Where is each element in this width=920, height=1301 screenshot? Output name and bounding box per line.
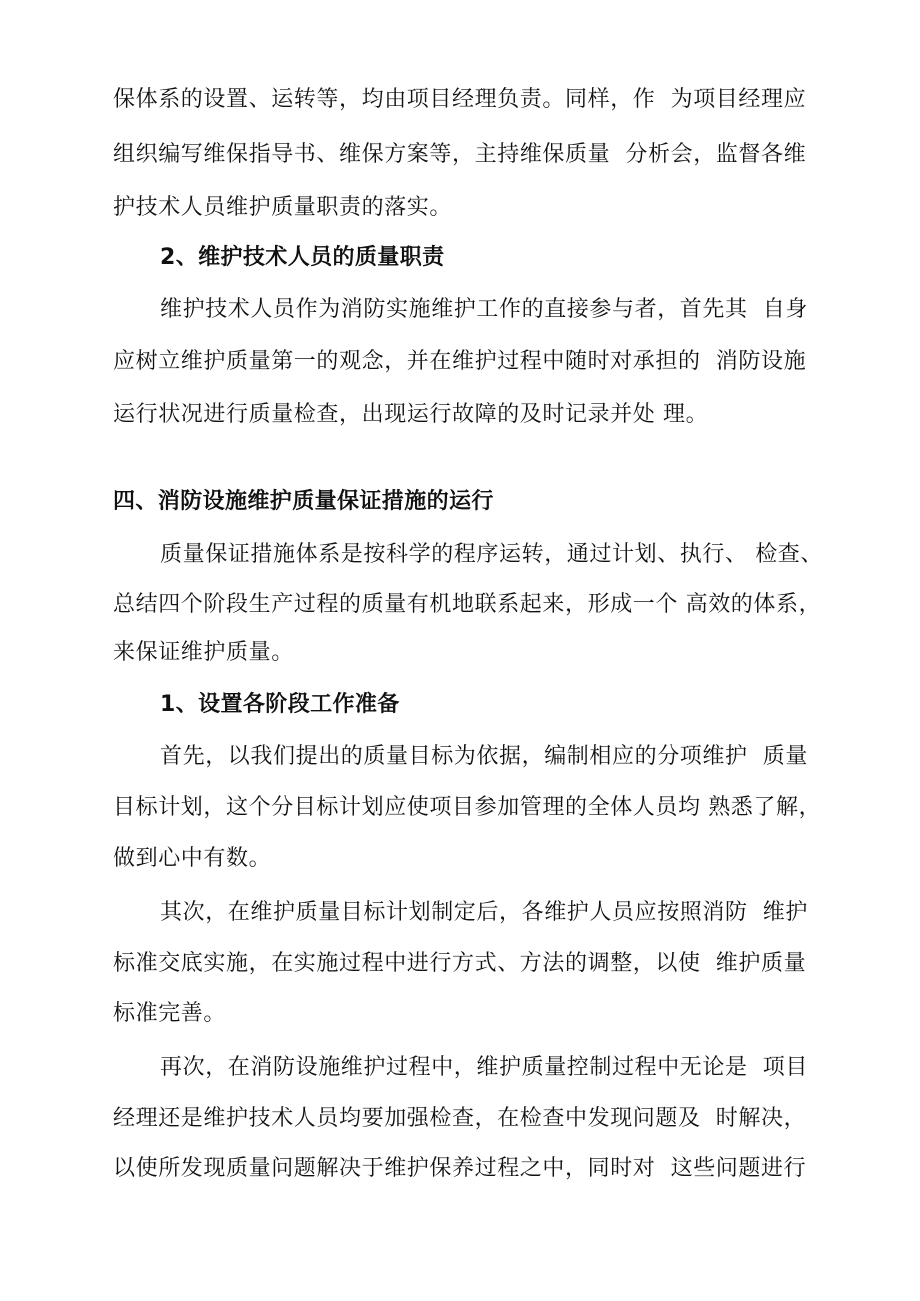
paragraph-line: 护技术人员维护质量职责的落实。 [113, 195, 453, 220]
paragraph-line: 组织编写维保指导书、维保方案等，主持维保质量 分析会，监督各维 [113, 142, 807, 167]
paragraph-line: 目标计划，这个分目标计划应使项目参加管理的全体人员均 熟悉了解， [113, 795, 822, 820]
paragraph-line: 保体系的设置、运转等，均由项目经理负责。同样，作 为项目经理应 [113, 87, 807, 112]
paragraph-line: 以使所发现质量问题解决于维护保养过程之中，同时对 这些问题进行 [113, 1156, 807, 1181]
paragraph-line: 首先，以我们提出的质量目标为依据，编制相应的分项维护 质量 [160, 744, 808, 769]
paragraph-line: 标准完善。 [113, 1001, 227, 1026]
paragraph-line: 再次，在消防设施维护过程中，维护质量控制过程中无论是 项目 [160, 1055, 808, 1080]
paragraph-line: 经理还是维护技术人员均要加强检查，在检查中发现问题及 时解决， [113, 1106, 807, 1131]
paragraph-line: 维护技术人员作为消防实施维护工作的直接参与者，首先其 自身 [160, 297, 808, 322]
subheading: 2、维护技术人员的质量职责 [160, 245, 445, 270]
paragraph-line: 其次，在维护质量目标计划制定后，各维护人员应按照消防 维护 [160, 900, 808, 925]
paragraph-line: 总结四个阶段生产过程的质量有机地联系起来，形成一个 高效的体系， [113, 592, 822, 617]
paragraph-line: 来保证维护质量。 [113, 640, 294, 665]
paragraph-line: 运行状况进行质量检查，出现运行故障的及时记录并处 理。 [113, 402, 709, 427]
paragraph-line: 质量保证措施体系是按科学的程序运转，通过计划、执行、 检查、 [160, 542, 823, 567]
paragraph-line: 应树立维护质量第一的观念，并在维护过程中随时对承担的 消防设施 [113, 349, 807, 374]
paragraph-line: 标准交底实施，在实施过程中进行方式、方法的调整，以使 维护质量 [113, 951, 807, 976]
section-heading: 四、消防设施维护质量保证措施的运行 [113, 489, 494, 514]
paragraph-line: 做到心中有数。 [113, 846, 272, 871]
subheading: 1、设置各阶段工作准备 [160, 692, 400, 717]
